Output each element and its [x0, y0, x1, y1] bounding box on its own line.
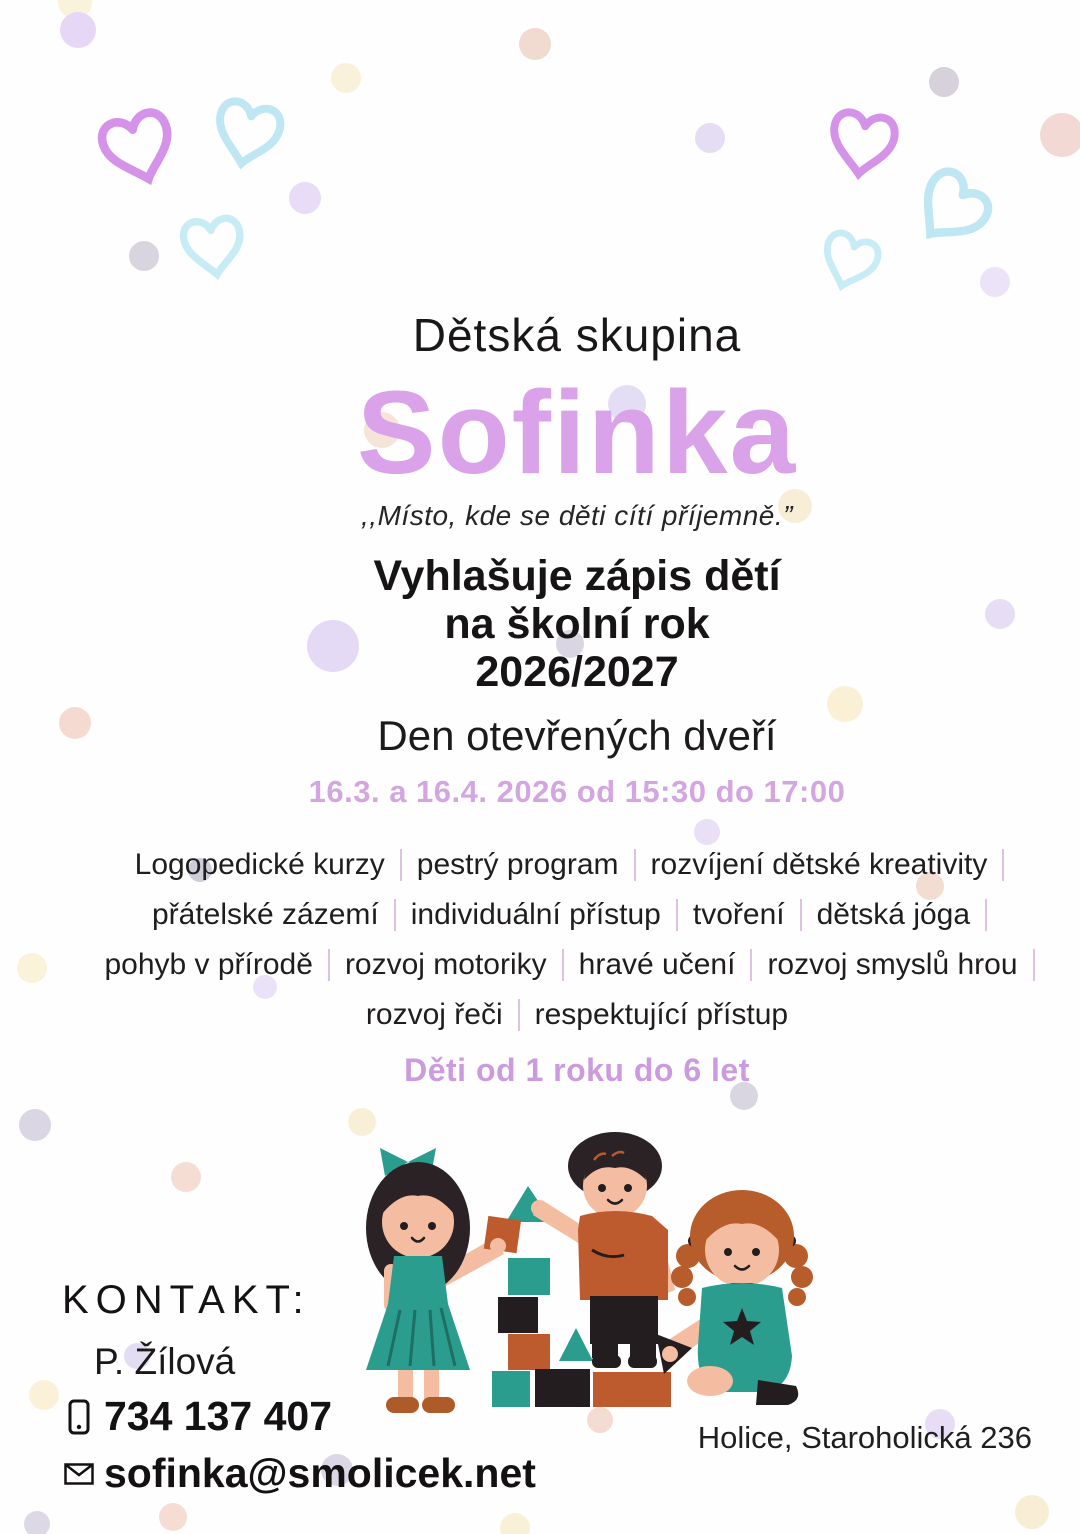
- service-item: rozvoj smyslů hrou: [767, 948, 1018, 981]
- contact-block: [62, 1278, 536, 1497]
- service-line: [74, 990, 1080, 1040]
- service-separator: [394, 899, 396, 931]
- email-icon: [62, 1463, 96, 1485]
- motto-quote: ,,Místo, kde se děti cítí příjemně.”: [361, 500, 793, 531]
- announcement-line-1: Vyhlašuje zápis dětí: [373, 552, 781, 600]
- phone-number: 734 137 407: [104, 1393, 333, 1439]
- group-subtitle: Dětská skupina: [412, 309, 742, 361]
- open-day-label: Den otevřených dveří: [377, 712, 777, 759]
- service-separator: [518, 999, 520, 1031]
- service-separator: [400, 849, 402, 881]
- service-line: [74, 890, 1080, 940]
- service-separator: [1002, 849, 1004, 881]
- service-line: [74, 940, 1080, 990]
- heart-icon: [171, 203, 255, 287]
- service-item: hravé učení: [578, 948, 736, 981]
- girl-right: [656, 1190, 813, 1405]
- announcement-line-2: na školní rok: [444, 600, 710, 649]
- service-item: individuální přístup: [410, 898, 661, 931]
- service-separator: [634, 849, 636, 881]
- service-separator: [1033, 949, 1035, 981]
- heart-icon: [818, 97, 908, 187]
- location-address: Holice, Staroholická 236: [697, 1420, 1032, 1455]
- heart-icon: [201, 85, 296, 180]
- boy-center: [531, 1132, 675, 1368]
- email-row: [62, 1450, 536, 1497]
- phone-icon: [62, 1399, 96, 1435]
- service-item: přátelské zázemí: [151, 898, 379, 931]
- page-title: Sofinka: [356, 367, 798, 499]
- open-day-dates: 16.3. a 16.4. 2026 od 15:30 do 17:00: [308, 774, 846, 809]
- service-separator: [676, 899, 678, 931]
- service-separator: [800, 899, 802, 931]
- phone-row: [62, 1393, 536, 1440]
- email-address: sofinka@smolicek.net: [104, 1450, 536, 1496]
- service-separator: [562, 949, 564, 981]
- service-item: rozvoj řeči: [365, 998, 503, 1031]
- service-item: pestrý program: [416, 848, 619, 881]
- service-item: rozvíjení dětské kreativity: [650, 848, 988, 881]
- service-separator: [750, 949, 752, 981]
- service-item: respektující přístup: [534, 998, 789, 1031]
- service-item: Logopedické kurzy: [134, 848, 385, 881]
- announcement-line-3: 2026/2027: [475, 648, 679, 697]
- service-separator: [328, 949, 330, 981]
- services-list: [74, 840, 1080, 1040]
- service-item: tvoření: [692, 898, 785, 931]
- service-separator: [985, 899, 987, 931]
- contact-heading: KONTAKT:: [62, 1278, 311, 1322]
- heart-icon: [893, 149, 1011, 267]
- service-item: rozvoj motoriky: [344, 948, 547, 981]
- service-item: pohyb v přírodě: [104, 948, 313, 981]
- enrollment-announcement: [74, 552, 1080, 696]
- service-line: [74, 840, 1080, 890]
- service-item: dětská jóga: [816, 898, 971, 931]
- contact-person-name: P. Žílová: [94, 1341, 236, 1382]
- heart-icon: [84, 92, 192, 200]
- heart-icon: [807, 217, 893, 303]
- age-range-note: Děti od 1 roku do 6 let: [404, 1052, 750, 1088]
